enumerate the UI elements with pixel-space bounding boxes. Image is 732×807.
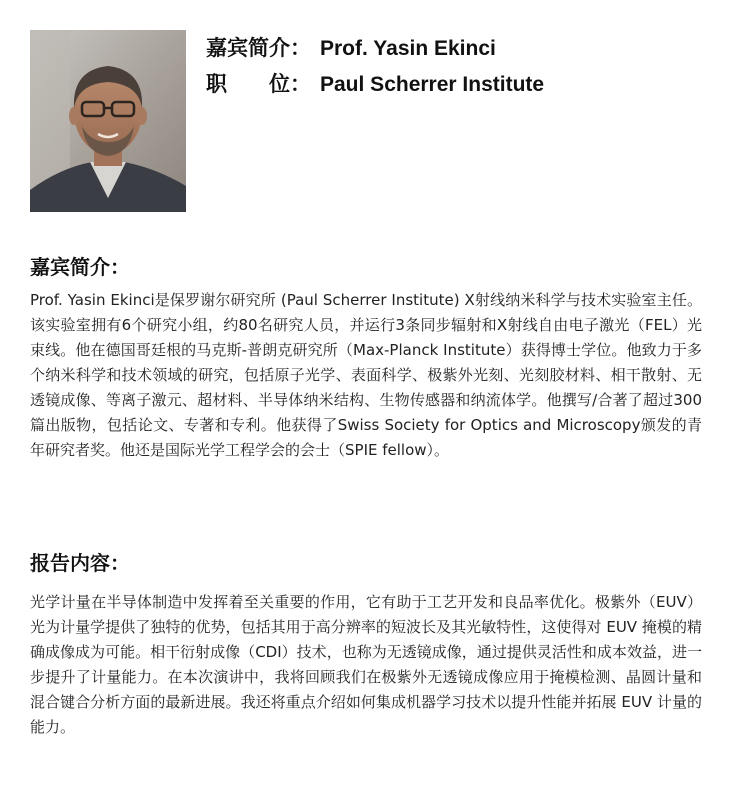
bio-paragraph: Prof. Yasin Ekinci是保罗谢尔研究所 (Paul Scherrer Institute) X射线纳米科学与技术实验室主任。该实验室拥有6个研究小组，约80名研究人员，并运行3条同步辐射和X射线自由电子激光（FEL）光束线。他在德国哥廷根的马克斯-普朗克研究所（Max-Planck Institute）获得博士学位。他致力于多个纳米科学和技术领域的研究，包括原子光学、表面科学、极紫外光刻、光刻胶材料、相干散射、无透镜成像、等离子激元、超材料、半导体纳米结构、生物传感器和纳流体学。他撰写/合著了超过300篇出版物，包括论文、专著和专利。他获得了Swiss Society for Optics and Microscopy颁发的青年研究者奖。他还是国际光学工程学会的会士（SPIE fellow）。 — [30, 291, 702, 459]
speaker-position-row — [206, 68, 706, 104]
talk-paragraph: 光学计量在半导体制造中发挥着至关重要的作用，它有助于工艺开发和良品率优化。极紫外（EUV）光为计量学提供了独特的优势，包括其用于高分辨率的短波长及其光敏特性，这使得对 EUV 掩模的精确成像成为可能。相干衍射成像（CDI）技术，也称为无透镜成像，通过提供灵活性和成本效益，进一步提升了计量能力。在本次演讲中，我将回顾我们在极紫外无透镜成像应用于掩模检测、晶圆计量和混合键合分析方面的最新进展。我还将重点介绍如何集成机器学习技术以提升性能并拓展 EUV 计量的能力。 — [30, 593, 702, 736]
speaker-photo — [30, 30, 186, 212]
speaker-name-row — [206, 32, 706, 68]
speaker-header — [30, 30, 710, 214]
bio-heading: 嘉宾简介： — [30, 255, 130, 279]
speaker-position-label: 职 位： — [206, 72, 311, 96]
speaker-position: Paul Scherrer Institute — [320, 73, 545, 96]
speaker-info — [206, 32, 706, 104]
speaker-name-label: 嘉宾简介： — [206, 36, 311, 60]
speaker-name: Prof. Yasin Ekinci — [320, 37, 496, 60]
talk-heading: 报告内容： — [30, 551, 130, 575]
